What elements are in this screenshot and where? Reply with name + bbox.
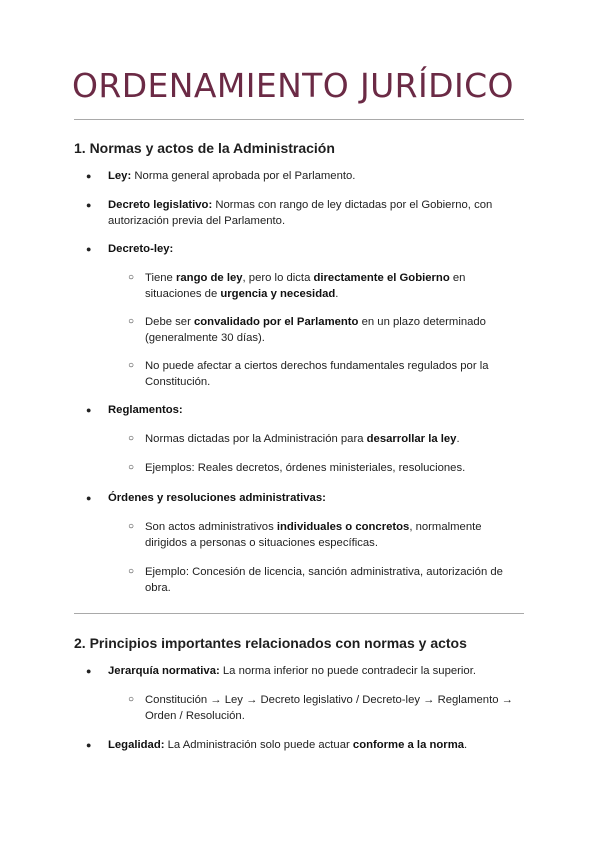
circle-marker: ○ [128,521,135,532]
text-decreto-legislativo: Normas con rango de ley dictadas por el Gobierno, con autorización previa del Parlamento. [108,199,493,227]
text-part: Normas dictadas por la Administración para [145,433,367,445]
bullet-marker: ● [86,171,92,181]
text-part: Debe ser [145,316,194,328]
text-part: Son actos administrativos [145,521,277,533]
circle-marker: ○ [128,694,135,705]
bold-part: individuales o concretos [276,521,410,533]
document-title: ORDENAMIENTO JURÍDICO [72,66,514,105]
bullet-marker: ● [86,740,92,750]
bold-part: conforme a la norma [352,739,465,751]
text-part: Ejemplo: Concesión de licencia, sanción administrativa, autorización de obra. [145,566,503,594]
list-item-decreto-ley [86,242,508,258]
text-ley: Norma general aprobada por el Parlamento. [131,170,356,182]
text-jerarquia: La norma inferior no puede contradecir la superior. [219,665,476,677]
bold-part: convalidado por el Parlamento [193,316,359,328]
section-2-heading: 2. Principios importantes relacionados con normas y actos [74,635,467,651]
text-part: Ejemplos: Reales decretos, órdenes ministeriales, resoluciones. [145,462,466,474]
bullet-marker: ● [86,200,92,210]
circle-marker: ○ [128,433,135,444]
text-part: Constitución → Ley → Decreto legislativo / Decreto-ley → Reglamento → Orden / Resolución. [145,694,513,722]
bold-part: urgencia y necesidad [220,287,336,300]
term-jerarquia: Jerarquía normativa: [108,665,220,677]
bullet-marker: ● [86,405,92,415]
text-part: en un plazo determinado (generalmente 30 días). [145,316,486,344]
circle-marker: ○ [128,462,135,473]
text-part: . [464,739,468,751]
sub-item-reglamentos-1 [128,432,515,448]
section-1-heading: 1. Normas y actos de la Administración [74,140,335,156]
circle-marker: ○ [128,272,135,283]
list-item-ordenes [86,491,508,507]
bold-part: desarrollar la ley [366,433,457,445]
term-legalidad: Legalidad: [108,739,165,751]
list-item-decreto-legislativo [86,198,508,229]
text-part: . [335,287,339,300]
bullet-marker: ● [86,244,92,254]
sub-item-ordenes-1 [128,520,515,551]
text-part: , normalmente dirigidos a personas o situaciones específicas. [145,521,482,549]
circle-marker: ○ [128,316,135,327]
sub-item-jerarquia-1 [128,693,515,724]
text-part: La Administración solo puede actuar [164,739,353,751]
text-part: No puede afectar a ciertos derechos fundamentales regulados por la Constitución. [145,360,489,388]
sub-item-reglamentos-2 [128,461,515,477]
term-decreto-legislativo: Decreto legislativo: [108,199,213,211]
list-item-jerarquia [86,664,508,680]
text-part: . [456,433,460,445]
circle-marker: ○ [128,566,135,577]
term-ordenes: Órdenes y resoluciones administrativas: [108,492,326,504]
sub-item-decreto-ley-1 [128,271,515,302]
bold-part: directamente el Gobierno [313,272,450,284]
list-item-ley [86,169,508,185]
text-part: en situaciones de [145,272,466,300]
sub-item-ordenes-2 [128,565,515,596]
list-item-reglamentos [86,403,508,419]
text-part: , pero lo dicta [242,272,314,284]
term-ley: Ley: [108,170,132,182]
term-decreto-ley: Decreto-ley: [108,243,174,255]
divider-top [74,119,524,120]
bullet-marker: ● [86,666,92,676]
sub-item-decreto-ley-3 [128,359,515,390]
circle-marker: ○ [128,360,135,371]
term-reglamentos: Reglamentos: [108,404,183,416]
list-item-legalidad [86,738,508,754]
divider-middle [74,613,524,614]
text-part: Tiene [145,272,176,284]
bold-part: rango de ley [175,272,243,284]
sub-item-decreto-ley-2 [128,315,515,346]
bullet-marker: ● [86,493,92,503]
